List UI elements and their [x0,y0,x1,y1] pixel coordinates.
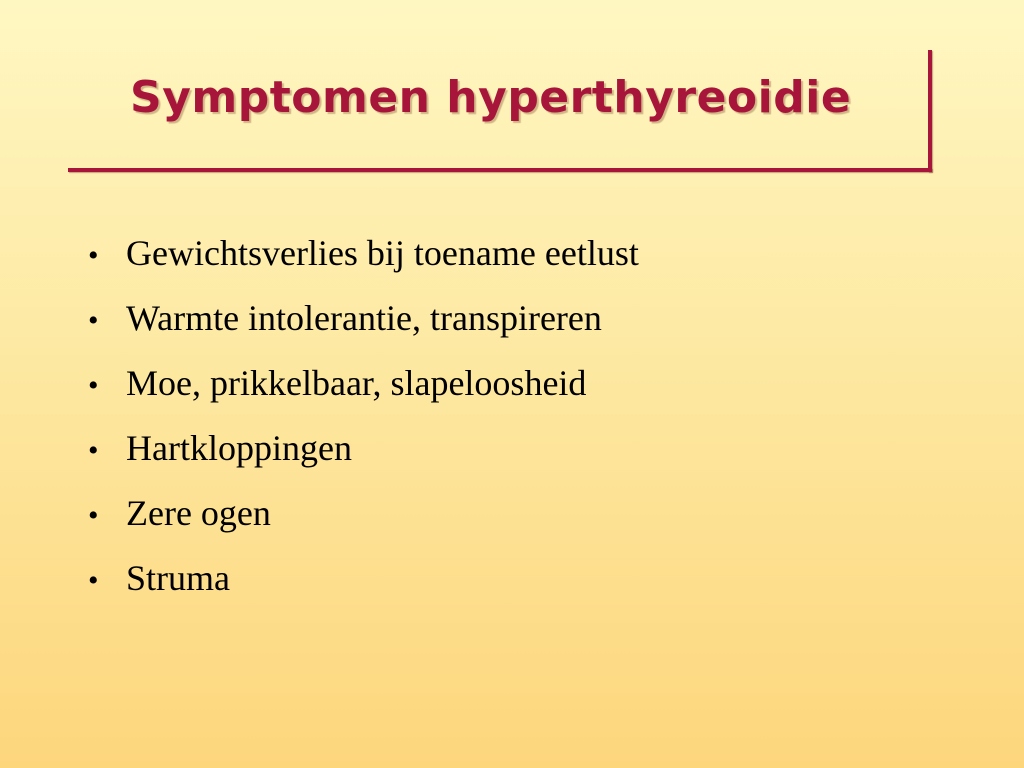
slide-title: Symptomen hyperthyreoidie [130,72,852,123]
bullet-marker: • [88,564,99,597]
bullet-item [88,232,639,297]
bullet-marker: • [88,499,99,532]
bullet-text: Moe, prikkelbaar, slapeloosheid [126,363,587,403]
bullet-item [88,427,639,492]
bullet-text: Zere ogen [126,493,271,533]
title-side-rule [928,50,932,172]
bullet-marker: • [88,369,99,402]
bullet-marker: • [88,239,99,272]
bullet-item [88,557,639,622]
bullet-list [88,232,639,622]
bullet-text: Struma [126,558,230,598]
bullet-marker: • [88,434,99,467]
bullet-marker: • [88,304,99,337]
title-underline [68,168,932,172]
bullet-item [88,492,639,557]
bullet-text: Hartkloppingen [126,428,352,468]
bullet-text: Gewichtsverlies bij toename eetlust [126,233,639,273]
bullet-text: Warmte intolerantie, transpireren [126,298,602,338]
title-frame [68,50,932,172]
bullet-item [88,362,639,427]
bullet-item [88,297,639,362]
